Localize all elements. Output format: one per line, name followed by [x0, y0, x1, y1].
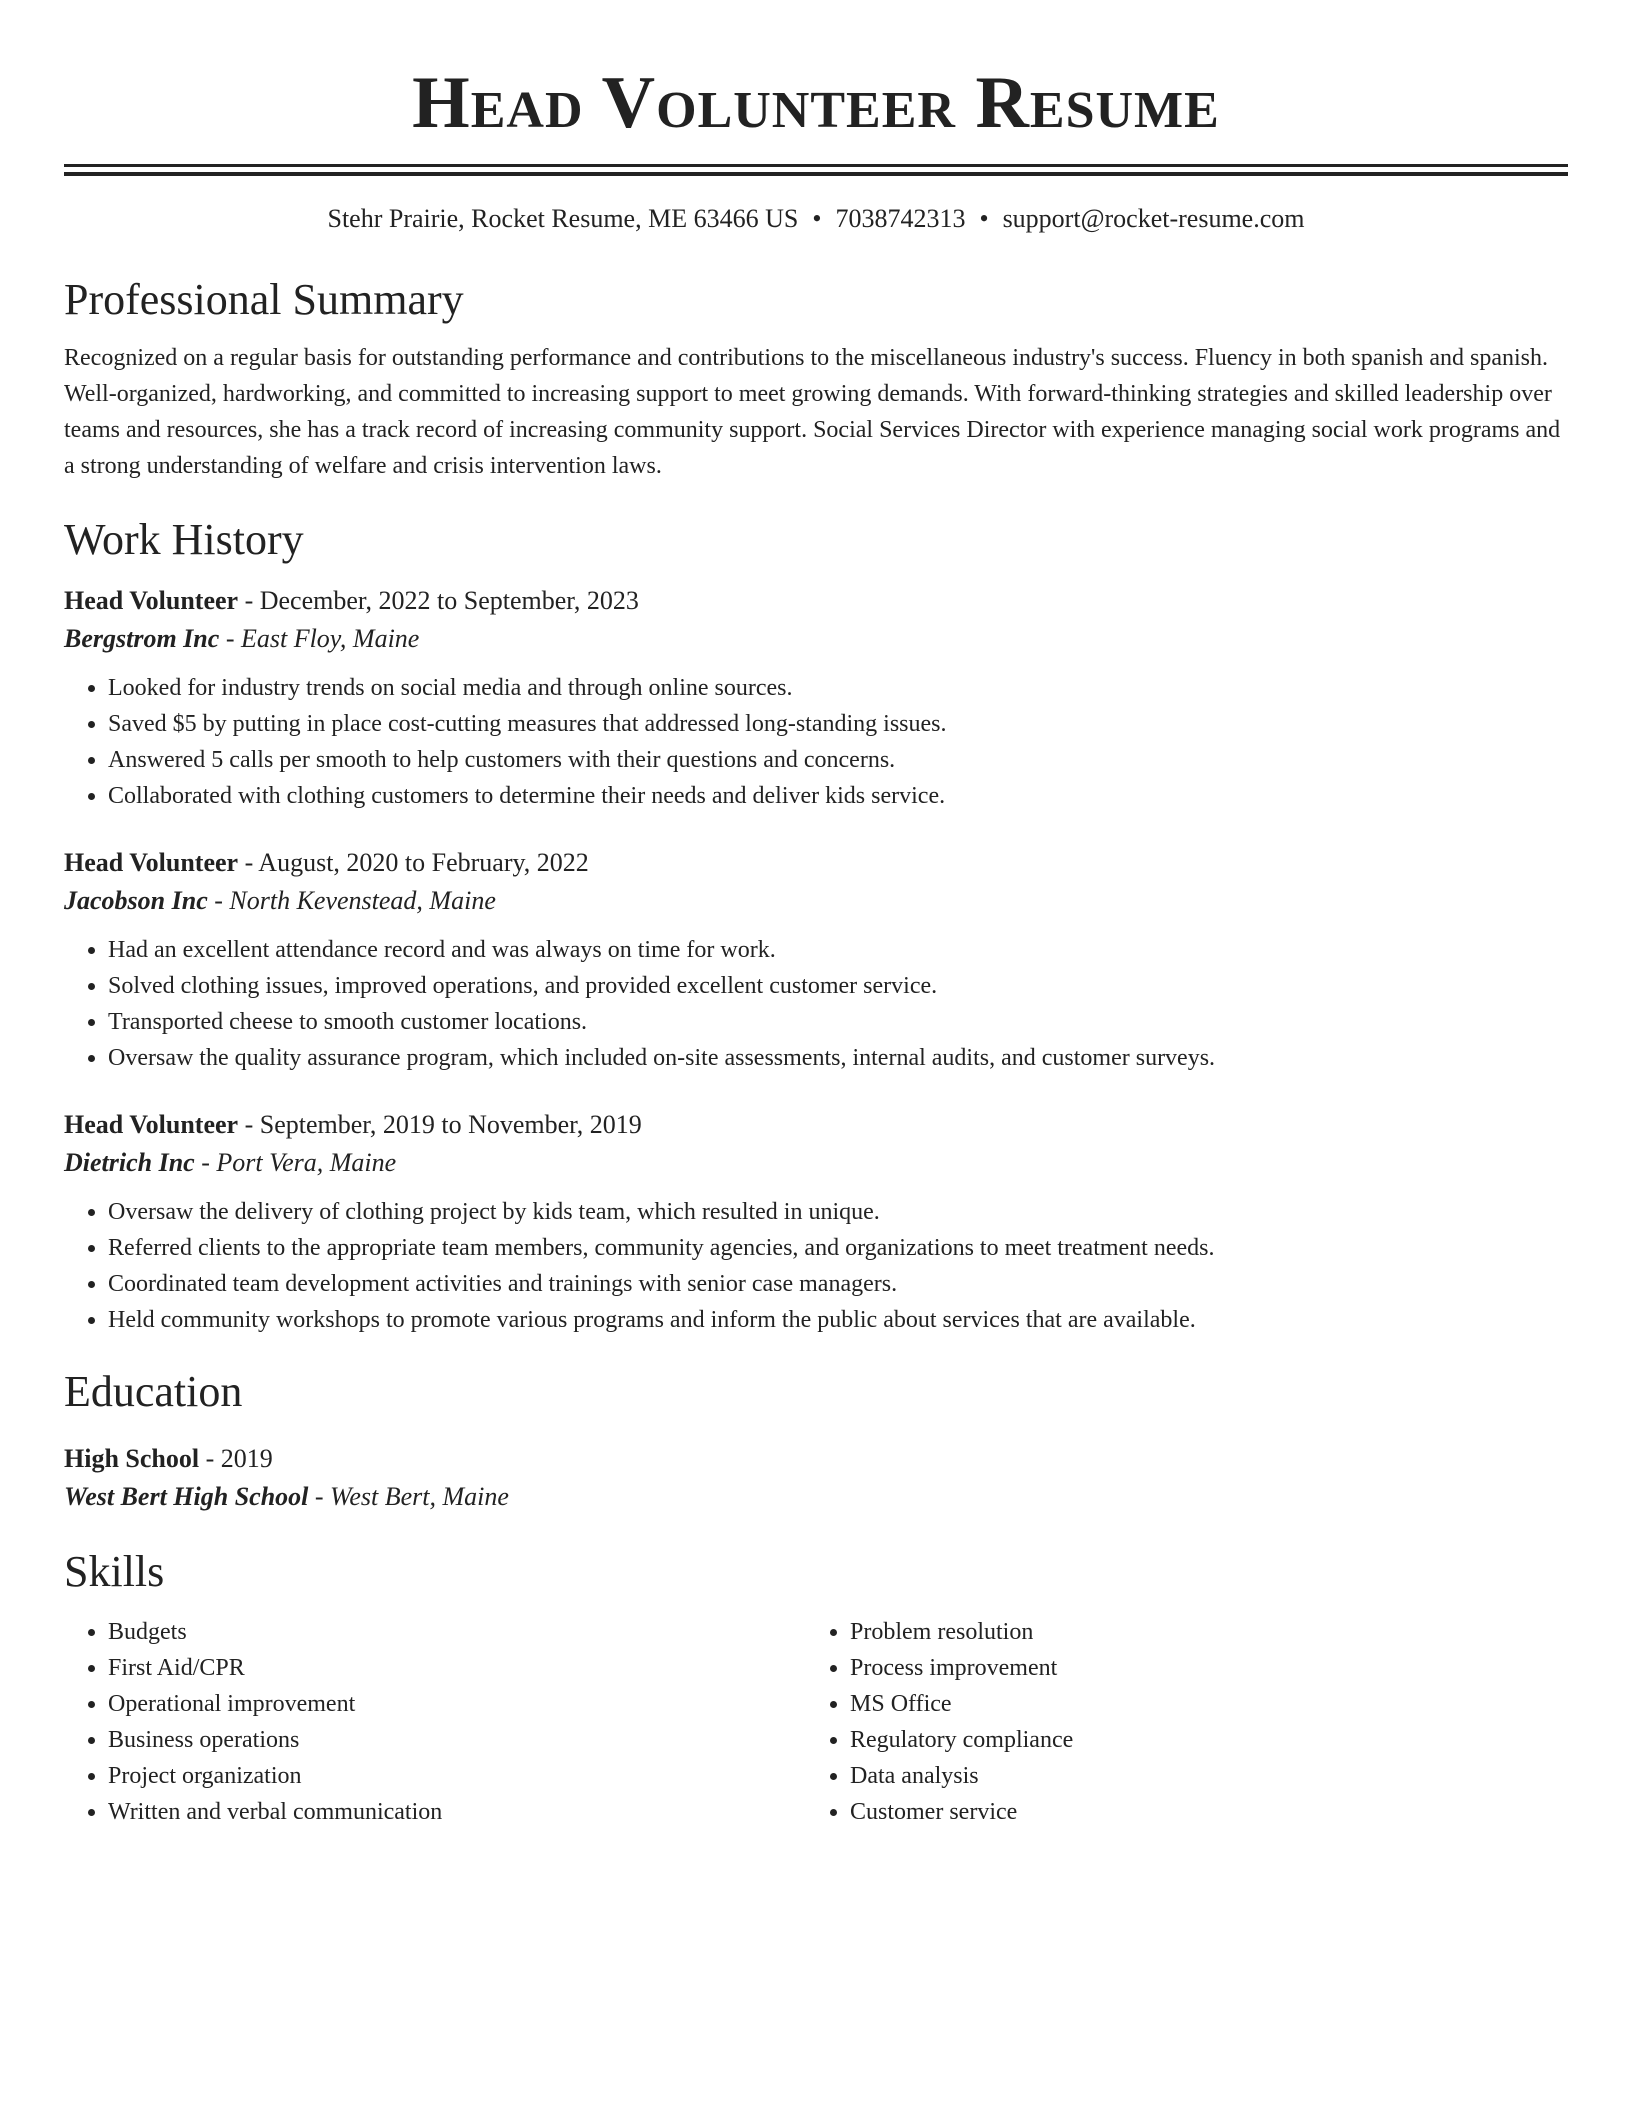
job-title: Head Volunteer	[64, 848, 239, 877]
skill-item: • First Aid/CPR	[108, 1650, 806, 1686]
job-duty: • Held community workshops to promote various programs and inform the public about services that are available.	[108, 1302, 1568, 1338]
company-name: Dietrich Inc	[64, 1148, 195, 1177]
title-divider	[64, 164, 1568, 176]
summary-text: Recognized on a regular basis for outstanding performance and contributions to the miscellaneous industry's success. Fluency in both spanish and spanish. Well-organized, hardworking, and committed to increasing support to meet growing demands. With forward-thinking strategies and skilled leadership over teams and resources, she has a track record of increasing community support. Social Services Director with experience managing social work programs and a strong understanding of welfare and crisis intervention laws.	[64, 345, 1561, 479]
job-dates: - December, 2022 to September, 2023	[238, 586, 639, 615]
company-location: - Port Vera, Maine	[194, 1148, 397, 1177]
degree-line	[64, 1440, 1568, 1478]
skills-column-left	[64, 1614, 806, 1830]
job-dates: - September, 2019 to November, 2019	[238, 1110, 642, 1139]
skills-heading: Skills	[64, 1547, 165, 1596]
job-title: Head Volunteer	[64, 1110, 239, 1139]
company-name: Jacobson Inc	[64, 886, 208, 915]
skills-list	[64, 1614, 806, 1830]
contact-address: Stehr Prairie, Rocket Resume, ME 63466 US	[327, 204, 799, 233]
skill-item: • Project organization	[108, 1758, 806, 1794]
company-name: Bergstrom Inc	[64, 624, 220, 653]
education-heading: Education	[64, 1367, 243, 1416]
job-entry	[64, 582, 1568, 814]
company-line	[64, 882, 1568, 920]
skill-item: • Customer service	[850, 1794, 1548, 1830]
job-title-line	[64, 844, 1568, 882]
contact-line	[64, 202, 1568, 236]
skill-item: • Process improvement	[850, 1650, 1548, 1686]
job-dates: - August, 2020 to February, 2022	[238, 848, 589, 877]
job-duty: • Looked for industry trends on social media and through online sources.	[108, 670, 1568, 706]
degree: High School	[64, 1444, 200, 1473]
skill-item: • MS Office	[850, 1686, 1548, 1722]
skill-item: • Regulatory compliance	[850, 1722, 1548, 1758]
skills-list	[806, 1614, 1548, 1830]
skills-column-right	[806, 1614, 1548, 1830]
education-entry	[64, 1440, 1568, 1516]
job-duty: • Oversaw the delivery of clothing project by kids team, which resulted in unique.	[108, 1194, 1568, 1230]
job-duties-list	[64, 670, 1568, 814]
school-line	[64, 1478, 1568, 1516]
job-entry	[64, 844, 1568, 1076]
contact-email: support@rocket-resume.com	[1002, 204, 1305, 233]
job-duties-list	[64, 932, 1568, 1076]
skills-columns	[64, 1614, 1568, 1830]
job-duty: • Coordinated team development activities and trainings with senior case managers.	[108, 1266, 1568, 1302]
skill-item: • Problem resolution	[850, 1614, 1548, 1650]
company-line	[64, 1144, 1568, 1182]
job-duty: • Collaborated with clothing customers to determine their needs and deliver kids service.	[108, 778, 1568, 814]
job-duty: • Had an excellent attendance record and was always on time for work.	[108, 932, 1568, 968]
company-location: - East Floy, Maine	[219, 624, 420, 653]
degree-year: - 2019	[199, 1444, 273, 1473]
skill-item: • Business operations	[108, 1722, 806, 1758]
skill-item: • Budgets	[108, 1614, 806, 1650]
job-duty: • Answered 5 calls per smooth to help customers with their questions and concerns.	[108, 742, 1568, 778]
job-duty: • Referred clients to the appropriate team members, community agencies, and organizations to meet treatment needs.	[108, 1230, 1568, 1266]
skill-item: • Written and verbal communication	[108, 1794, 806, 1830]
skill-item: • Operational improvement	[108, 1686, 806, 1722]
summary-heading: Professional Summary	[64, 275, 464, 324]
school-location: - West Bert, Maine	[308, 1482, 509, 1511]
job-duty: • Oversaw the quality assurance program, which included on-site assessments, internal audits, and customer surveys.	[108, 1040, 1568, 1076]
contact-phone: 7038742313	[835, 204, 966, 233]
skill-item: • Data analysis	[850, 1758, 1548, 1794]
job-title: Head Volunteer	[64, 586, 239, 615]
job-title-line	[64, 1106, 1568, 1144]
school-name: West Bert High School	[64, 1482, 309, 1511]
job-title-line	[64, 582, 1568, 620]
company-line	[64, 620, 1568, 658]
contact-separator: •	[812, 204, 822, 233]
job-duty: • Solved clothing issues, improved operations, and provided excellent customer service.	[108, 968, 1568, 1004]
company-location: - North Kevenstead, Maine	[207, 886, 496, 915]
job-entry	[64, 1106, 1568, 1338]
job-duties-list	[64, 1194, 1568, 1338]
job-duty: • Transported cheese to smooth customer locations.	[108, 1004, 1568, 1040]
page-title: Head Volunteer Resume	[412, 62, 1220, 144]
contact-separator: •	[979, 204, 989, 233]
work-history-heading: Work History	[64, 515, 304, 564]
job-duty: • Saved $5 by putting in place cost-cutting measures that addressed long-standing issues.	[108, 706, 1568, 742]
